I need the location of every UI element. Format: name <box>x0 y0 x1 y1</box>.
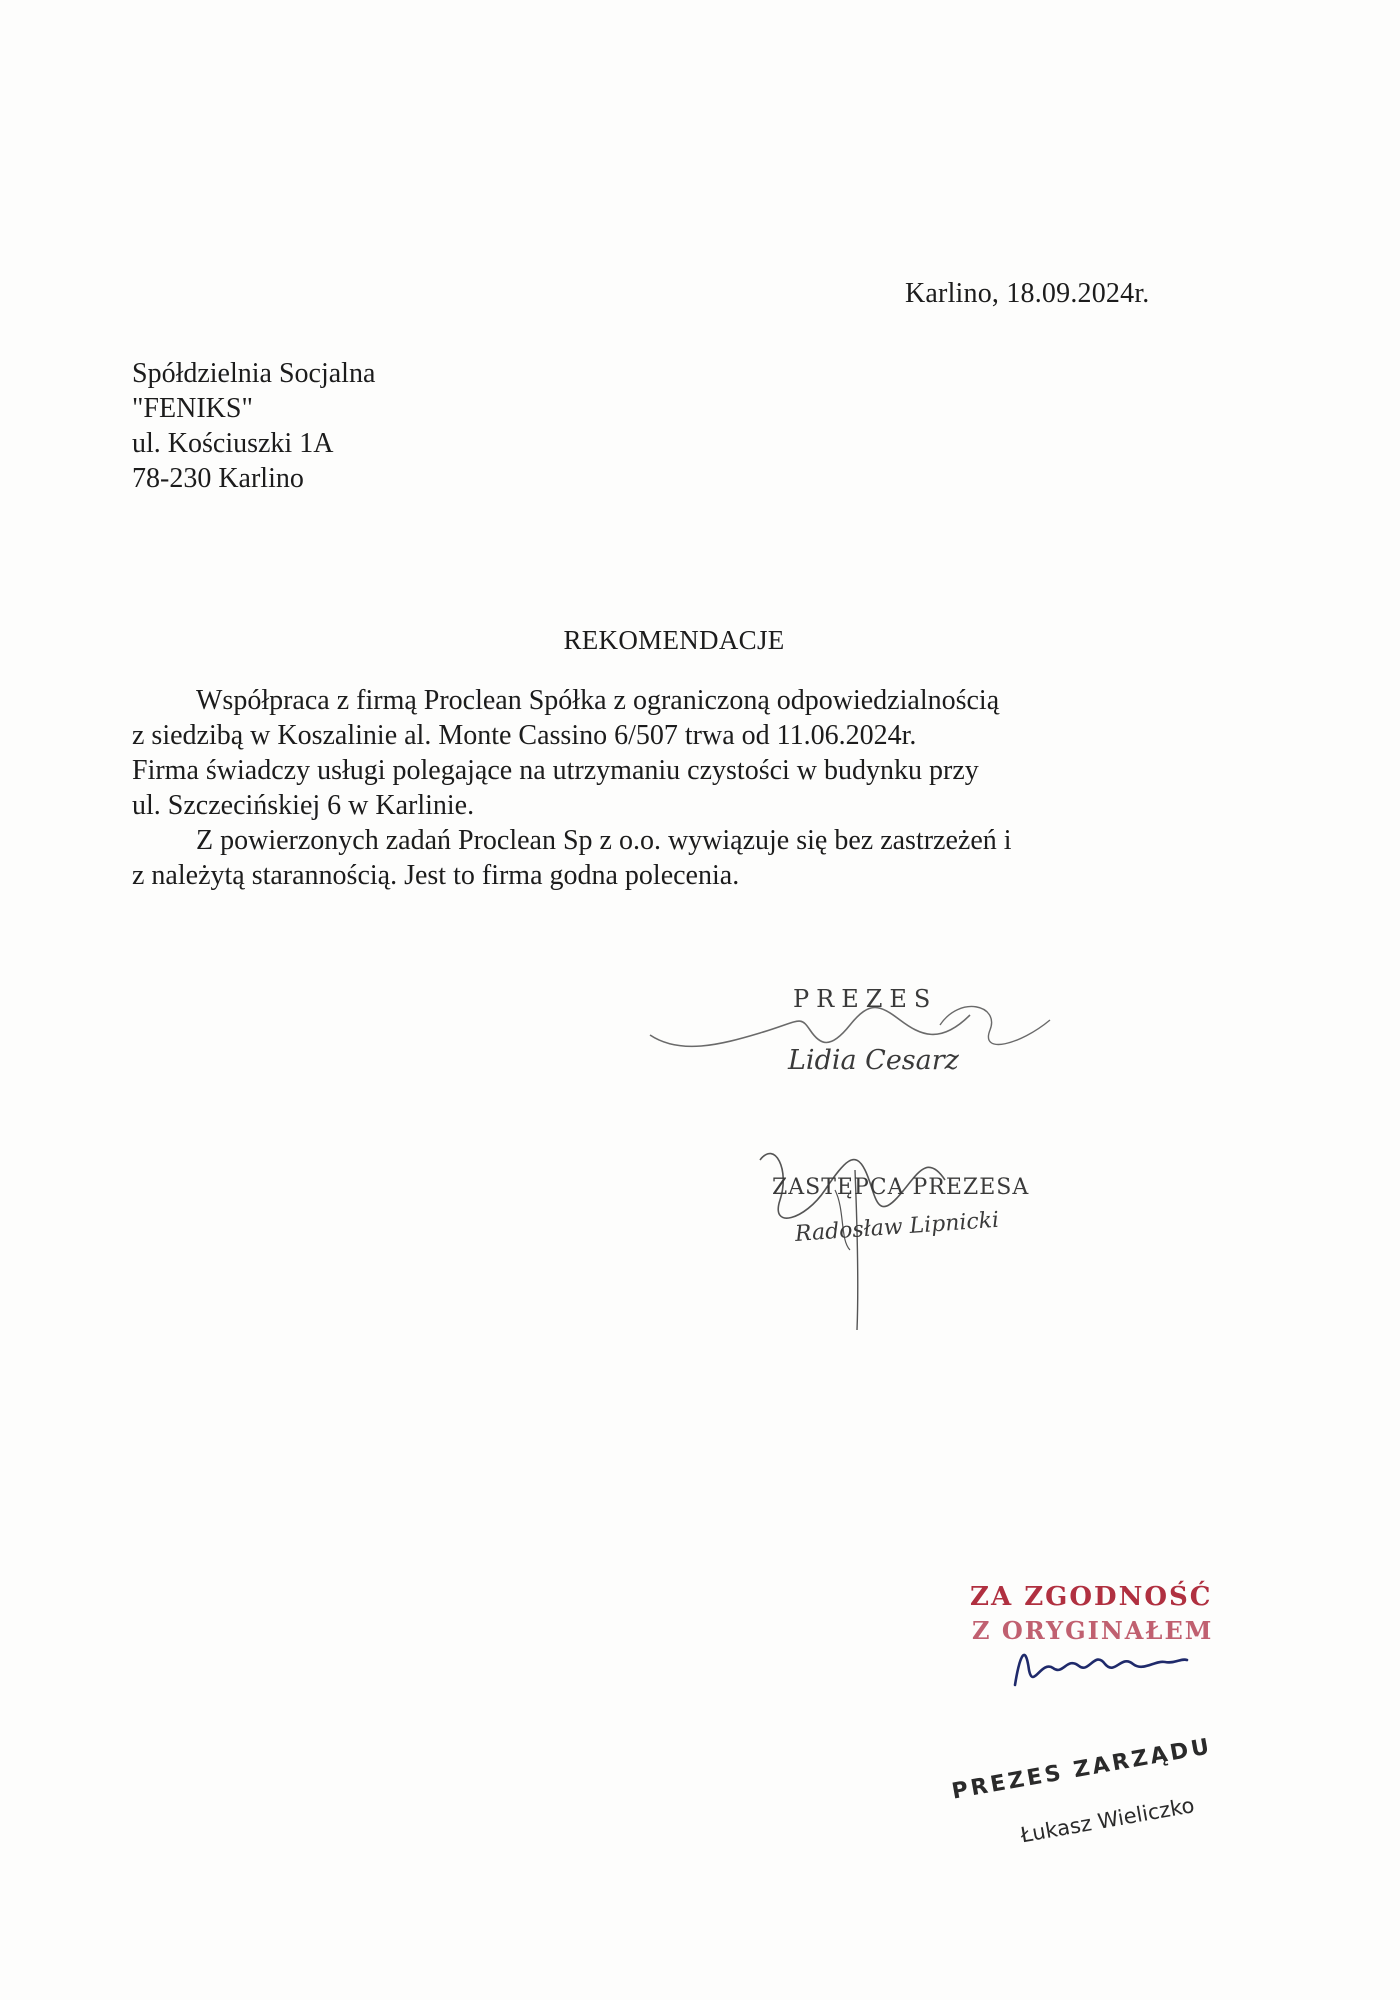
address-line: "FENIKS" <box>132 393 253 424</box>
recipient-address <box>132 356 375 496</box>
signature-1-name: Lidia Cesarz <box>788 1045 959 1076</box>
president-stamp-name: Łukasz Wieliczko <box>1018 1793 1197 1848</box>
president-stamp <box>950 1734 1223 1858</box>
letter-body <box>132 683 1212 893</box>
letter-date: Karlino, 18.09.2024r. <box>905 278 1150 309</box>
address-line: 78-230 Karlino <box>132 463 304 494</box>
document-title: REKOMENDACJE <box>563 625 785 655</box>
body-line: z należytą starannością. Jest to firma godna polecenia. <box>132 860 740 891</box>
body-line: ul. Szczecińskiej 6 w Karlinie. <box>132 790 475 821</box>
address-line: ul. Kościuszki 1A <box>132 428 334 459</box>
certified-stamp-line-1: ZA ZGODNOŚĆ <box>970 1582 1213 1612</box>
body-line: Współpraca z firmą Proclean Spółka z ograniczoną odpowiedzialnością <box>196 685 1000 716</box>
body-line: z siedzibą w Koszalinie al. Monte Cassino 6/507 trwa od 11.06.2024r. <box>132 720 917 751</box>
body-line: Firma świadczy usługi polegające na utrzymaniu czystości w budynku przy <box>132 755 979 786</box>
body-line: Z powierzonych zadań Proclean Sp z o.o. wywiązuje się bez zastrzeżeń i <box>196 825 1012 856</box>
president-stamp-title: PREZES ZARZĄDU <box>950 1734 1214 1805</box>
signature-2-name: Radosław Lipnicki <box>794 1207 1000 1247</box>
signature-2-title: ZASTĘPCA PREZESA <box>772 1175 1030 1200</box>
address-line: Spółdzielnia Socjalna <box>132 358 376 389</box>
certified-signature-scribble <box>1005 1630 1195 1700</box>
certified-stamp-line-2: Z ORYGINAŁEM <box>972 1616 1214 1645</box>
signature-1-title: PREZES <box>793 985 938 1013</box>
